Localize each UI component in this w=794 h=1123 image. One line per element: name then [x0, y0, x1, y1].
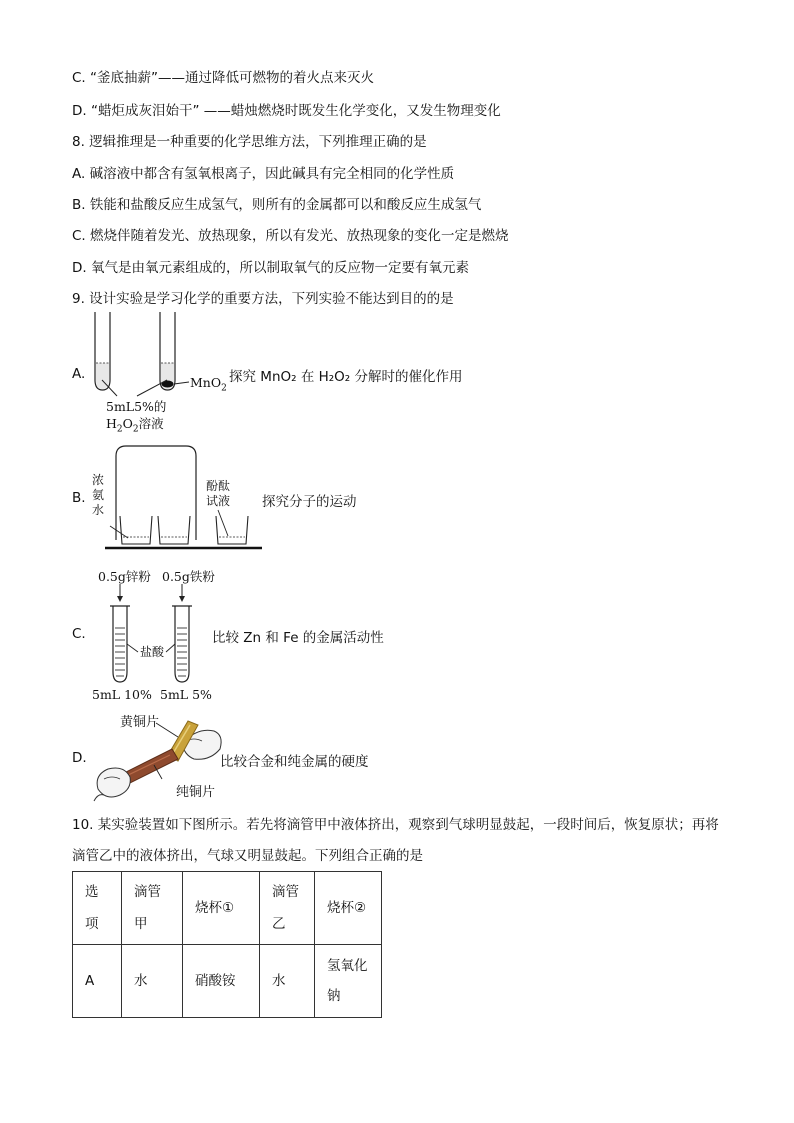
- mno2-label: MnO$_2$: [190, 375, 227, 394]
- bell-jar-diagram: [100, 440, 270, 555]
- table-cell: 水: [260, 945, 315, 1018]
- q8-option-b: B. 铁能和盐酸反应生成氢气，则所有的金属都可以和酸反应生成氢气: [72, 197, 482, 213]
- iron-powder-label: 0.5g铁粉: [162, 569, 215, 584]
- table-cell: A: [73, 945, 122, 1018]
- left-acid-concentration: 5mL 10%: [92, 687, 152, 702]
- q8-stem: 8. 逻辑推理是一种重要的化学思维方法，下列推理正确的是: [72, 134, 427, 150]
- q9-b-description: 探究分子的运动: [262, 494, 357, 510]
- phenolphthalein-label: 酚酞 试液: [206, 479, 231, 508]
- q9-d-label: D.: [72, 750, 87, 766]
- acid-tubes-diagram: [100, 582, 210, 687]
- header-cell: 烧杯①: [183, 872, 260, 945]
- right-acid-concentration: 5mL 5%: [160, 687, 212, 702]
- table-row: [73, 945, 382, 1018]
- q8-option-a: A. 碱溶液中都含有氢氧根离子，因此碱具有完全相同的化学性质: [72, 166, 455, 182]
- solution-label-line2: $H_2O_2$溶液: [106, 416, 164, 435]
- ammonia-label: 浓 氨 水: [92, 473, 105, 517]
- q7-option-c: C. “釜底抽薪”——通过降低可燃物的着火点来灭火: [72, 70, 374, 86]
- header-cell: 选项: [73, 872, 122, 945]
- header-cell: 滴管甲: [122, 872, 183, 945]
- q8-option-d: D. 氧气是由氧元素组成的，所以制取氧气的反应物一定要有氧元素: [72, 260, 469, 276]
- q9-stem: 9. 设计实验是学习化学的重要方法，下列实验不能达到目的的是: [72, 291, 454, 307]
- solution-label-line1: 5mL5%的: [106, 399, 167, 414]
- pure-copper-label: 纯铜片: [176, 785, 216, 800]
- table-header-row: [73, 872, 382, 945]
- q9-b-label: B.: [72, 490, 86, 506]
- q9-a-label: A.: [72, 366, 86, 382]
- header-cell: 滴管乙: [260, 872, 315, 945]
- acid-label: 盐酸: [140, 645, 165, 659]
- header-cell: 烧杯②: [315, 872, 382, 945]
- q8-option-c: C. 燃烧伴随着发光、放热现象，所以有发光、放热现象的变化一定是燃烧: [72, 228, 509, 244]
- q10-stem: 10. 某实验装置如下图所示。若先将滴管甲中液体挤出，观察到气球明显鼓起，一段时间后，恢复原状；再将滴管乙中的液体挤出，气球又明显鼓起。下列组合正确的是: [72, 817, 719, 864]
- q9-c-label: C.: [72, 626, 86, 642]
- table-cell: 氢氧化钠: [315, 945, 382, 1018]
- table-cell: 硝酸铵: [183, 945, 260, 1018]
- brass-label: 黄铜片: [120, 715, 160, 730]
- table-cell: 水: [122, 945, 183, 1018]
- q10-table: [72, 871, 382, 1018]
- q9-a-description: 探究 MnO₂ 在 H₂O₂ 分解时的催化作用: [229, 369, 463, 385]
- q9-c-description: 比较 Zn 和 Fe 的金属活动性: [212, 630, 384, 646]
- q9-d-description: 比较合金和纯金属的硬度: [220, 754, 369, 770]
- zinc-powder-label: 0.5g锌粉: [98, 569, 151, 584]
- q7-option-d: D. “蜡炬成灰泪始干” ——蜡烛燃烧时既发生化学变化，又发生物理变化: [72, 103, 501, 119]
